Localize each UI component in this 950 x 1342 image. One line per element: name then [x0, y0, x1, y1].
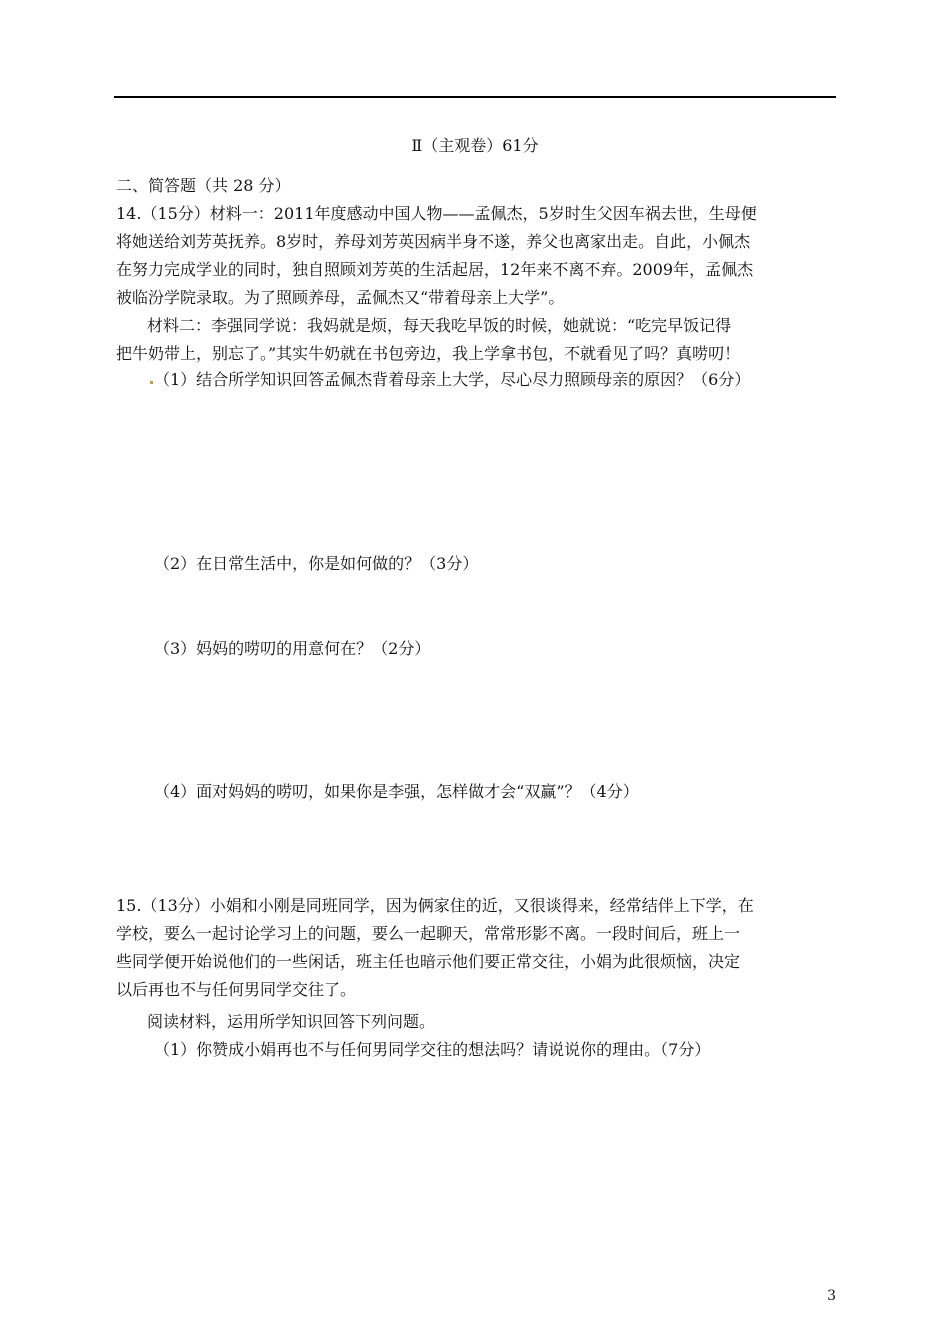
section-title: Ⅱ（主观卷）61分 [411, 136, 539, 155]
q14-line-2: 将她送给刘芳英抚养。8岁时，养母刘芳英因病半身不遂，养父也离家出走。自此，小佩杰 [116, 232, 751, 251]
q14-material2-line-1: 材料二：李强同学说：我妈就是烦，每天我吃早饭的时候，她就说：“吃完早饭记得 [147, 316, 732, 335]
q15-line-2: 学校，要么一起讨论学习上的问题，要么一起聊天，常常形影不离。一段时间后，班上一 [116, 924, 741, 943]
page-number: 3 [827, 1288, 836, 1304]
q14-sub3: （3）妈妈的唠叨的用意何在？（2分） [154, 639, 431, 658]
q15-line-4: 以后再也不与任何男同学交往了。 [116, 980, 357, 999]
q14-sub2: （2）在日常生活中，你是如何做的？（3分） [154, 554, 479, 573]
header-rule [114, 96, 836, 98]
q15-line-1: 15.（13分）小娟和小刚是同班同学，因为俩家住的近，又很谈得来，经常结伴上下学，在 [116, 896, 754, 915]
part-heading: 二、简答题（共 28 分） [116, 176, 291, 195]
q14-line-4: 被临汾学院录取。为了照顾养母，孟佩杰又“带着母亲上大学”。 [116, 288, 565, 307]
stray-mark [150, 381, 153, 384]
q14-line-1: 14.（15分）材料一：2011年度感动中国人物——孟佩杰，5岁时生父因车祸去世，生母便 [116, 204, 757, 223]
q14-material2-line-2: 把牛奶带上，别忘了。”其实牛奶就在书包旁边，我上学拿书包，不就看见了吗？真唠叨！ [116, 344, 741, 363]
q14-line-3: 在努力完成学业的同时，独自照顾刘芳英的生活起居，12年来不离不弃。2009年，孟佩杰 [116, 260, 754, 279]
q15-instruction: 阅读材料，运用所学知识回答下列问题。 [147, 1012, 436, 1031]
q15-line-3: 些同学便开始说他们的一些闲话，班主任也暗示他们要正常交往，小娟为此很烦恼，决定 [116, 952, 741, 971]
q14-sub4: （4）面对妈妈的唠叨，如果你是李强，怎样做才会“双赢”？（4分） [154, 782, 639, 801]
q15-sub1: （1）你赞成小娟再也不与任何男同学交往的想法吗？请说说你的理由。（7分） [154, 1040, 711, 1059]
q14-sub1: （1）结合所学知识回答孟佩杰背着母亲上大学，尽心尽力照顾母亲的原因？（6分） [154, 370, 751, 389]
